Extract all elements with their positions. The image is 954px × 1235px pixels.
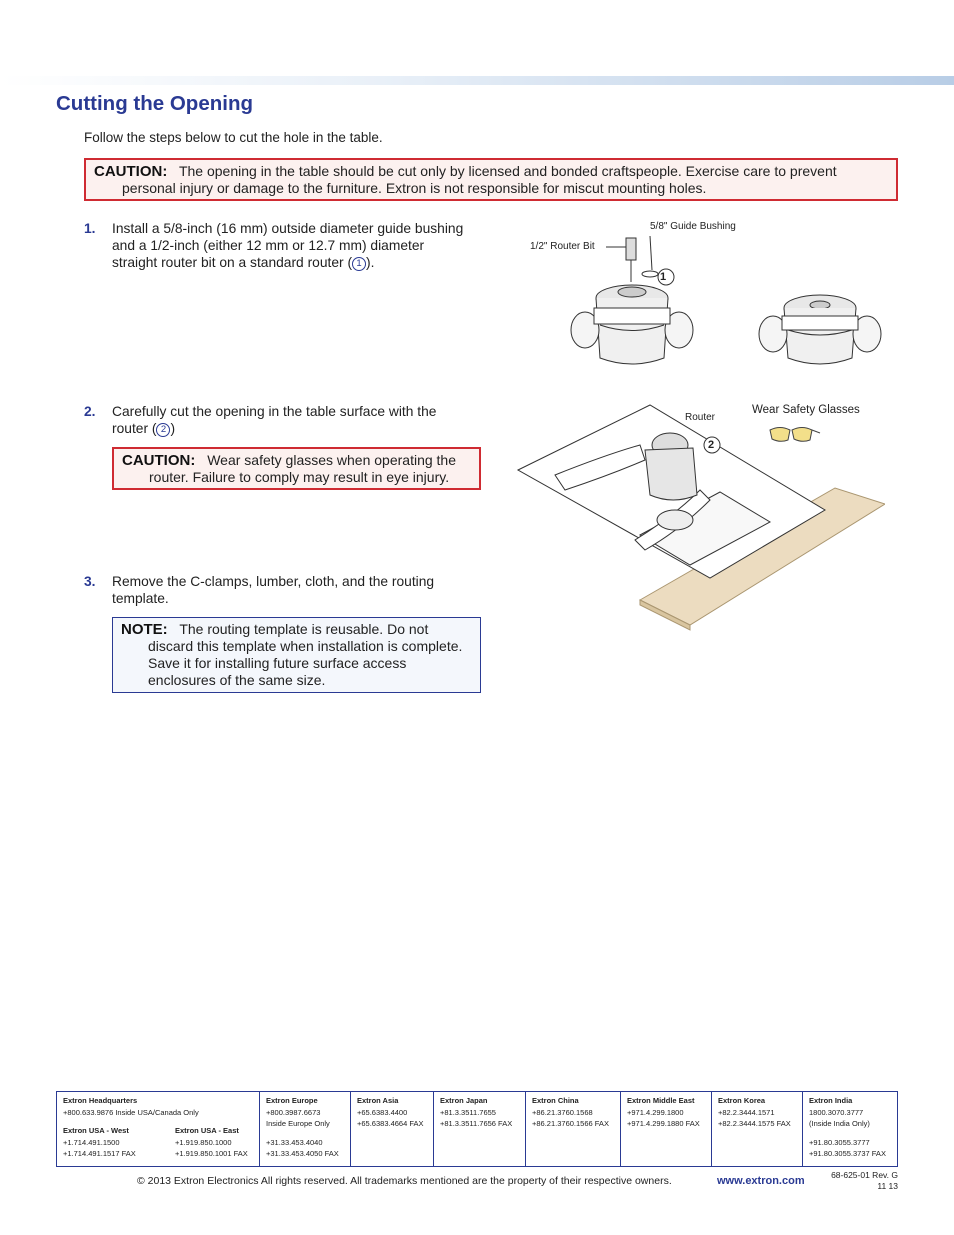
contact-col-japan: Extron Japan +81.3.3511.7655 +81.3.3511.7656 FAX bbox=[434, 1092, 526, 1166]
caution-label: CAUTION: bbox=[94, 163, 168, 180]
safety-glasses-label: Wear Safety Glasses bbox=[752, 404, 860, 416]
header-gradient-bar bbox=[0, 76, 954, 85]
intro-text: Follow the steps below to cut the hole in the table. bbox=[84, 130, 383, 145]
callout-ref-2: 2 bbox=[156, 423, 170, 437]
caution-text-line2: router. Failure to comply may result in eye injury. bbox=[149, 469, 450, 485]
caution-text-line1: The opening in the table should be cut only by licensed and bonded craftspeople. Exercise care to prevent bbox=[178, 163, 837, 179]
step-text-line: straight router bit on a standard router ( 1 ). bbox=[112, 255, 375, 270]
step-3 bbox=[84, 573, 435, 607]
step-number: 2. bbox=[84, 404, 96, 419]
caution-box-step2 bbox=[112, 447, 481, 490]
contact-col-india: Extron India 1800.3070.3777 (Inside India Only) +91.80.3055.3777 +91.80.3055.3737 FAX bbox=[809, 1096, 886, 1158]
routing-table-illustration bbox=[515, 400, 885, 632]
caution-text-line1: Wear safety glasses when operating the bbox=[207, 452, 456, 468]
step-number: 1. bbox=[84, 221, 96, 236]
step-text-line: Install a 5/8-inch (16 mm) outside diameter guide bushing bbox=[112, 221, 464, 236]
step-1 bbox=[84, 220, 464, 271]
contact-col-europe: Extron Europe +800.3987.6673 Inside Europe Only +31.33.453.4040 +31.33.453.4050 FAX bbox=[260, 1092, 351, 1166]
caution-box-top bbox=[84, 158, 898, 201]
caution-label: CAUTION: bbox=[122, 452, 196, 469]
note-text-line: enclosures of the same size. bbox=[148, 672, 326, 688]
step-number: 3. bbox=[84, 574, 96, 589]
router-bit-illustration bbox=[560, 230, 900, 385]
step-text-line: Carefully cut the opening in the table surface with the bbox=[112, 404, 437, 419]
note-text-line: Save it for installing future surface access bbox=[148, 655, 407, 671]
router-bit-label: 1/2" Router Bit bbox=[530, 241, 595, 252]
callout-2-label: 2 bbox=[708, 439, 715, 451]
caution-text-line2: personal injury or damage to the furniture. Extron is not responsible for miscut mounting holes. bbox=[122, 180, 707, 196]
contact-col-hq: Extron Headquarters +800.633.9876 Inside USA/Canada Only Extron USA - West +1.714.491.1500 +1.714.491.1517 FAX Extron USA - East +1.919.850.1000 +1.919.850.1001 FAX bbox=[57, 1092, 260, 1166]
document-revision: 68-625-01 Rev. G 11 13 bbox=[831, 1170, 898, 1191]
contact-table bbox=[56, 1091, 898, 1167]
page-title: Cutting the Opening bbox=[56, 92, 253, 115]
contact-col-china: Extron China +86.21.3760.1568 +86.21.3760.1566 FAX bbox=[526, 1092, 621, 1166]
step-text-line: and a 1/2-inch (either 12 mm or 12.7 mm) diameter bbox=[112, 238, 425, 253]
copyright-text: © 2013 Extron Electronics All rights reserved. All trademarks mentioned are the property of their respective owners. bbox=[137, 1175, 672, 1187]
note-text-line1: The routing template is reusable. Do not bbox=[179, 621, 429, 637]
step-2 bbox=[84, 403, 437, 437]
note-label: NOTE: bbox=[121, 621, 168, 638]
step-text-line: Remove the C-clamps, lumber, cloth, and the routing bbox=[112, 574, 435, 589]
contact-col-middle-east: Extron Middle East +971.4.299.1800 +971.4.299.1880 FAX bbox=[621, 1092, 712, 1166]
contact-col-asia: Extron Asia +65.6383.4400 +65.6383.4664 FAX bbox=[351, 1092, 434, 1166]
website-link[interactable]: www.extron.com bbox=[717, 1175, 805, 1187]
note-box bbox=[112, 617, 481, 693]
contact-col-korea: Extron Korea +82.2.3444.1571 +82.2.3444.1575 FAX bbox=[712, 1092, 803, 1166]
callout-1-label: 1 bbox=[660, 271, 667, 283]
router-label: Router bbox=[685, 412, 716, 423]
step-text-line: router ( 2 ) bbox=[112, 421, 176, 436]
step-text-line: template. bbox=[112, 591, 169, 606]
note-text-line: discard this template when installation is complete. bbox=[148, 638, 463, 654]
guide-bushing-label: 5/8" Guide Bushing bbox=[650, 221, 736, 232]
callout-ref-1: 1 bbox=[352, 257, 366, 271]
